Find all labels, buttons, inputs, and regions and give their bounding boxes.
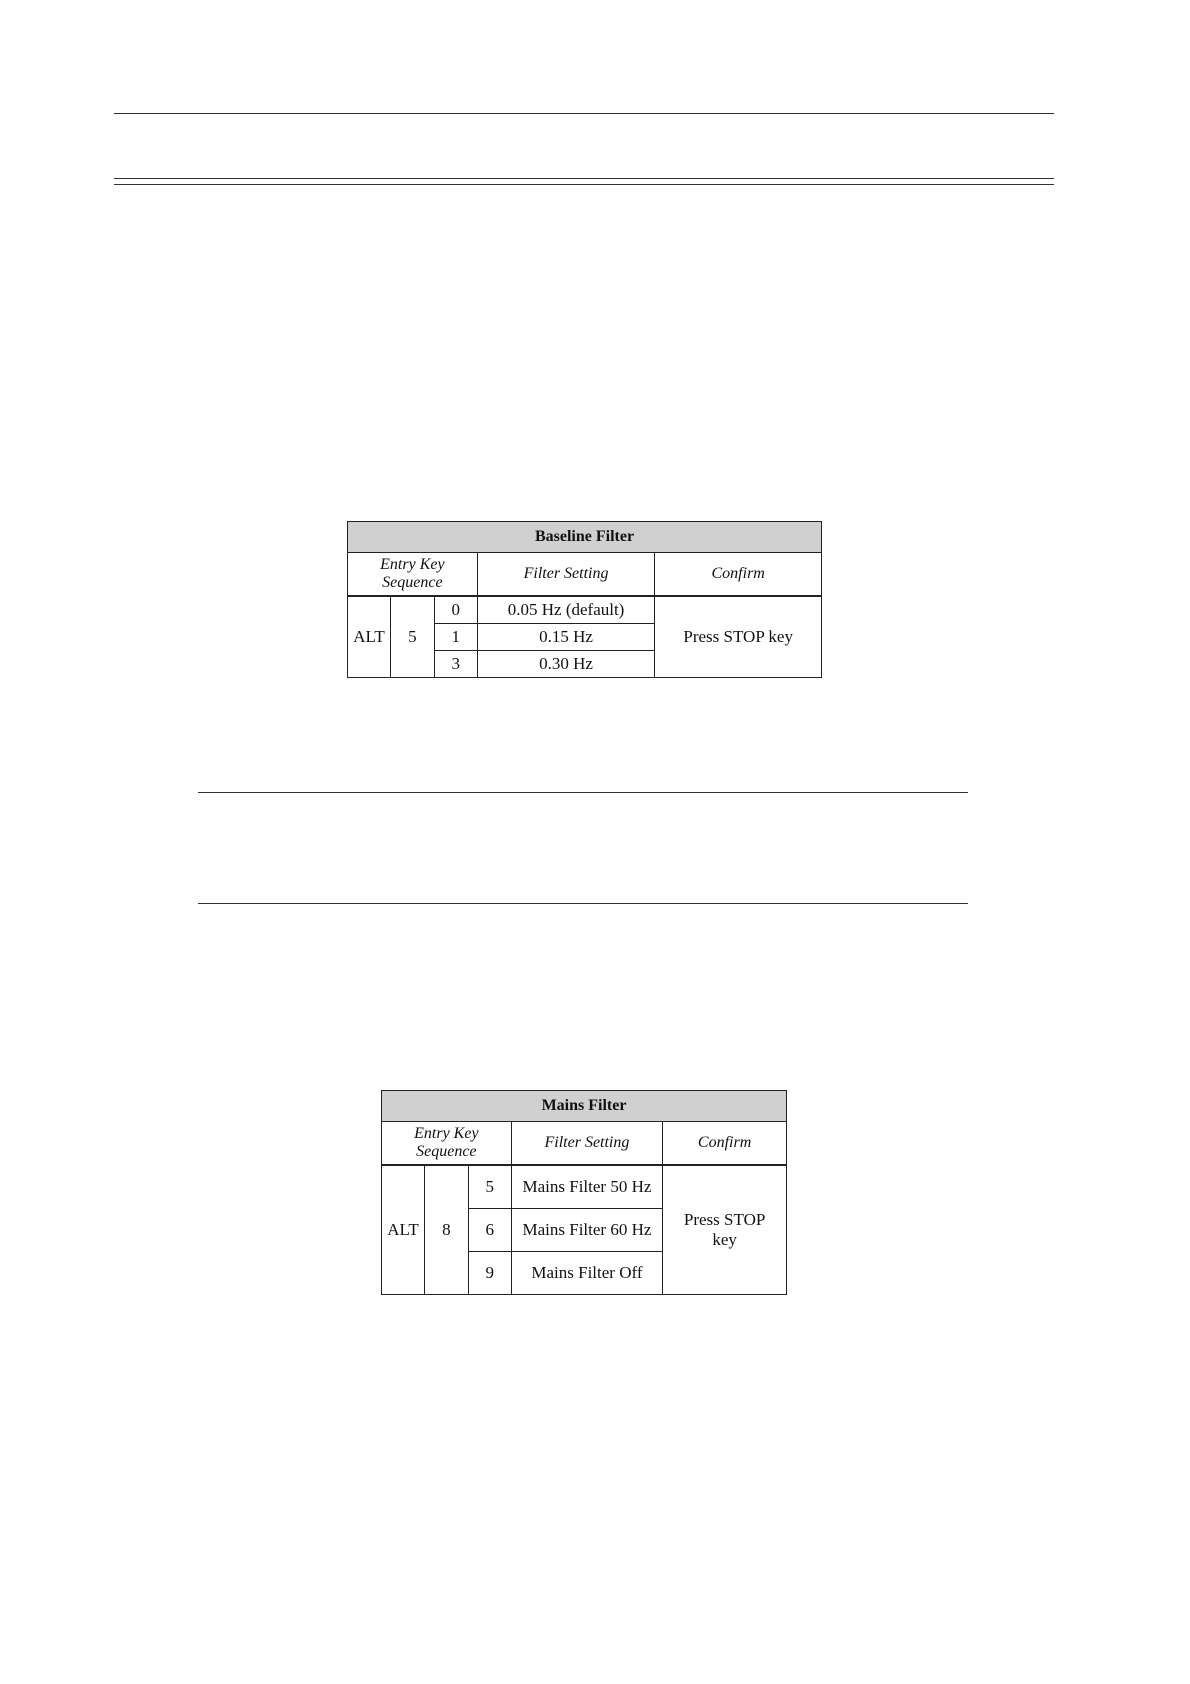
filter-setting-cell: 0.15 Hz (477, 624, 655, 651)
filter-setting-cell: Mains Filter 50 Hz (511, 1165, 663, 1209)
note-rule-bottom (198, 903, 968, 904)
key-option: 9 (468, 1252, 511, 1295)
note-rule-top (198, 792, 968, 793)
header-double-rule-upper (114, 178, 1054, 179)
key-option: 6 (468, 1209, 511, 1252)
filter-setting-cell: Mains Filter Off (511, 1252, 663, 1295)
key-menu-number: 8 (424, 1165, 468, 1295)
confirm-header: Confirm (663, 1122, 787, 1166)
key-option: 5 (468, 1165, 511, 1209)
key-option: 0 (434, 596, 477, 624)
key-alt: ALT (348, 596, 391, 678)
entry-key-sequence-header: Entry Key Sequence (382, 1122, 512, 1166)
baseline-filter-table (347, 521, 822, 678)
header-rule (114, 113, 1054, 114)
filter-setting-header: Filter Setting (511, 1122, 663, 1166)
confirm-header: Confirm (655, 553, 822, 597)
table-title: Mains Filter (382, 1091, 787, 1122)
filter-setting-header: Filter Setting (477, 553, 655, 597)
table-title: Baseline Filter (348, 522, 822, 553)
key-option: 3 (434, 651, 477, 678)
entry-key-sequence-header: Entry Key Sequence (348, 553, 478, 597)
confirm-cell: Press STOP key (663, 1165, 787, 1295)
confirm-cell: Press STOP key (655, 596, 822, 678)
header-double-rule-lower (114, 184, 1054, 185)
key-alt: ALT (382, 1165, 425, 1295)
filter-setting-cell: Mains Filter 60 Hz (511, 1209, 663, 1252)
key-menu-number: 5 (390, 596, 434, 678)
mains-filter-table (381, 1090, 787, 1295)
filter-setting-cell: 0.05 Hz (default) (477, 596, 655, 624)
key-option: 1 (434, 624, 477, 651)
filter-setting-cell: 0.30 Hz (477, 651, 655, 678)
